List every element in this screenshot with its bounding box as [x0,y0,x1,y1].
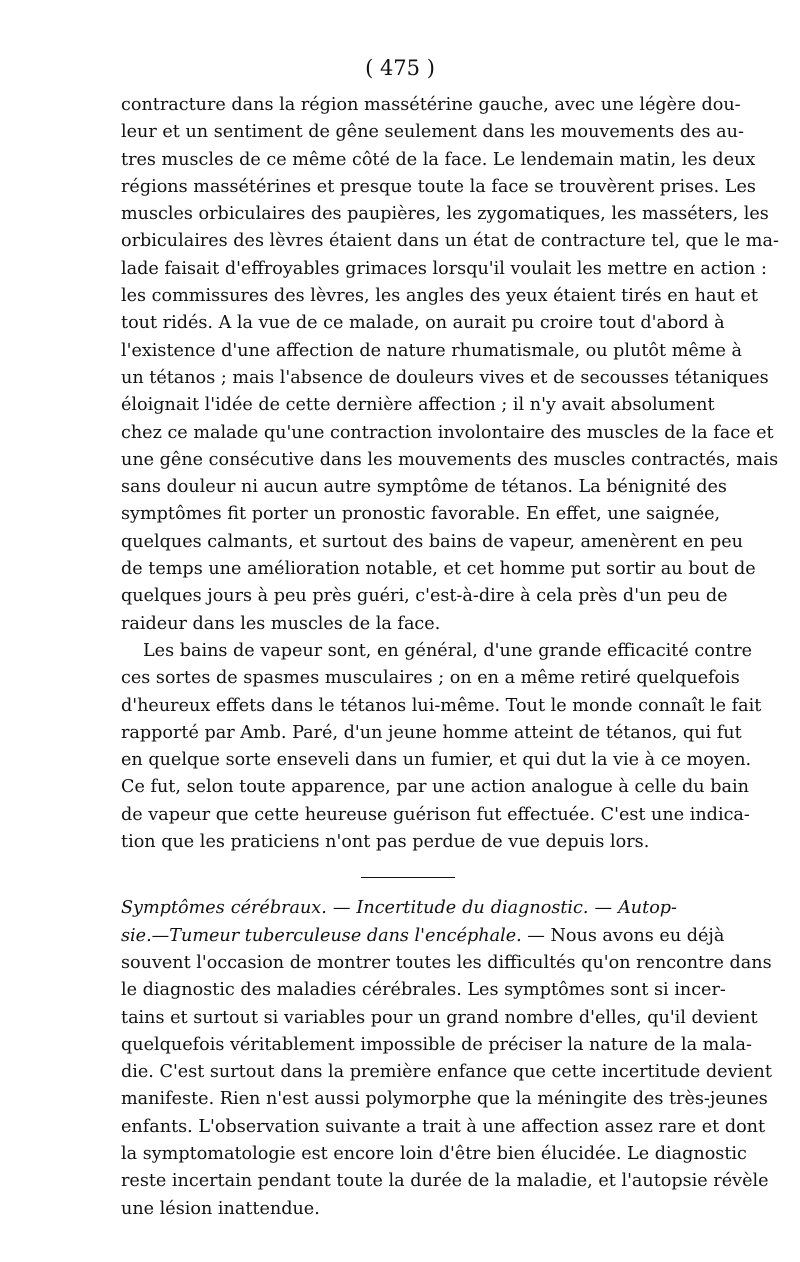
text-line: tres muscles de ce même côté de la face. Le lendemain matin, les deux [121,149,756,170]
paragraph-2 [121,638,762,856]
text-line: lade faisait d'effroyables grimaces lorsqu'il voulait les mettre en action : [121,258,767,279]
section-observation [121,895,772,1223]
text-line: de temps une amélioration notable, et cet homme put sortir au bout de [121,559,756,580]
text-line: d'heureux effets dans le tétanos lui-même. Tout le monde connaît le fait [121,695,762,716]
text-line: ces sortes de spasmes musculaires ; on en a même retiré quelquefois [121,668,740,689]
section-title-rest: — Nous avons eu déjà [521,925,725,946]
text-line: leur et un sentiment de gêne seulement dans les mouvements des au- [121,122,744,143]
paragraph-1 [121,92,779,638]
section-body [121,950,772,1223]
page-number: ( 475 ) [365,56,435,80]
section-title-line-1: Symptômes cérébraux. — Incertitude du diagnostic. — Autop- [121,898,677,919]
body-text [121,92,779,1223]
text-line: reste incertain pendant toute la durée de la maladie, et l'autopsie révèle [121,1171,769,1192]
text-line: rapporté par Amb. Paré, d'un jeune homme atteint de tétanos, qui fut [121,722,742,743]
text-line: le diagnostic des maladies cérébrales. Les symptômes sont si incer- [121,980,726,1001]
text-line: régions massétérines et presque toute la face se trouvèrent prises. Les [121,176,756,197]
text-line: éloignait l'idée de cette dernière affection ; il n'y avait absolument [121,395,715,416]
text-line: quelques jours à peu près guéri, c'est-à-dire à cela près d'un peu de [121,586,728,607]
text-line: une lésion inattendue. [121,1198,320,1219]
text-line: chez ce malade qu'une contraction involontaire des muscles de la face et [121,422,774,443]
text-line: de vapeur que cette heureuse guérison fut effectuée. C'est une indica- [121,804,750,825]
text-line: en quelque sorte enseveli dans un fumier, et qui dut la vie à ce moyen. [121,750,752,771]
text-line: quelques calmants, et surtout des bains de vapeur, amenèrent en peu [121,531,743,552]
text-line: l'existence d'une affection de nature rhumatismale, ou plutôt même à [121,340,742,361]
text-line: tains et surtout si variables pour un grand nombre d'elles, qu'il devient [121,1007,758,1028]
text-line: souvent l'occasion de montrer toutes les difficultés qu'on rencontre dans [121,952,772,973]
text-line: symptômes fit porter un pronostic favorable. En effet, une saignée, [121,504,721,525]
text-line: muscles orbiculaires des paupières, les zygomatiques, les masséters, les [121,204,769,225]
section-title-italic: sie.—Tumeur tuberculeuse dans l'encéphale. [121,925,522,946]
text-line: Les bains de vapeur sont, en général, d'une grande efficacité contre [143,640,753,661]
text-line: enfants. L'observation suivante a trait à une affection assez rare et dont [121,1116,766,1137]
text-line: quelquefois véritablement impossible de préciser la nature de la mala- [121,1034,752,1055]
text-line: raideur dans les muscles de la face. [121,613,441,634]
text-line: les commissures des lèvres, les angles des yeux étaient tirés en haut et [121,286,758,307]
section-title-line-2 [121,923,725,950]
text-line: tion que les praticiens n'ont pas perdue de vue depuis lors. [121,832,650,853]
text-line: die. C'est surtout dans la première enfance que cette incertitude devient [121,1062,772,1083]
text-line: un tétanos ; mais l'absence de douleurs vives et de secousses tétaniques [121,367,769,388]
text-line: sans douleur ni aucun autre symptôme de tétanos. La bénignité des [121,477,727,498]
text-line: manifeste. Rien n'est aussi polymorphe que la méningite des très-jeunes [121,1089,768,1110]
text-line: tout ridés. A la vue de ce malade, on aurait pu croire tout d'abord à [121,313,725,334]
text-line: orbiculaires des lèvres étaient dans un état de contracture tel, que le ma- [121,231,779,252]
text-line: une gêne consécutive dans les mouvements des muscles contractés, mais [121,449,779,470]
text-line: la symptomatologie est encore loin d'être bien élucidée. Le diagnostic [121,1143,747,1164]
text-line: contracture dans la région massétérine gauche, avec une légère dou- [121,95,741,115]
section-divider [361,877,455,878]
text-line: Ce fut, selon toute apparence, par une action analogue à celle du bain [121,777,749,798]
